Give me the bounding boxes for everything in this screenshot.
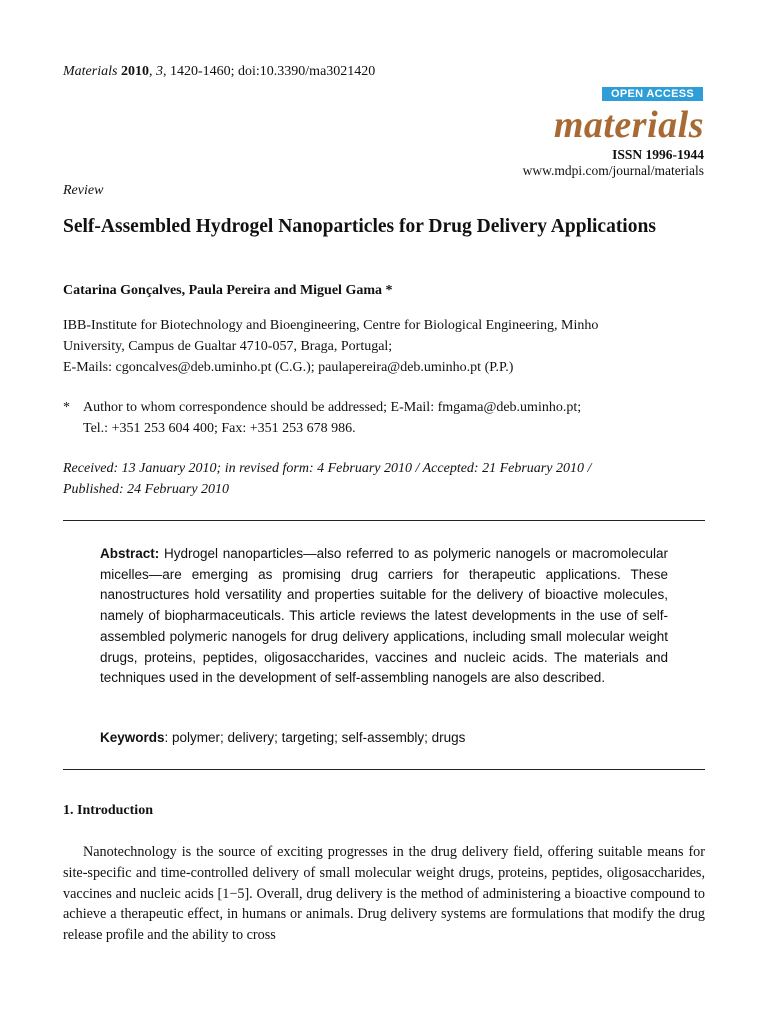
dates-line: Published: 24 February 2010 xyxy=(63,482,230,497)
abstract-label: Abstract: xyxy=(100,546,160,561)
keywords xyxy=(100,730,668,745)
correspondence-contact: Tel.: +351 253 604 400; Fax: +351 253 678 986. xyxy=(83,421,356,436)
affiliation-emails: E-Mails: cgoncalves@deb.uminho.pt (C.G.); paulapereira@deb.uminho.pt (P.P.) xyxy=(63,360,514,375)
author-list: Catarina Gonçalves, Paula Pereira and Miguel Gama * xyxy=(63,283,393,298)
keywords-label: Keywords xyxy=(100,730,165,745)
abstract-text: Hydrogel nanoparticles—also referred to as polymeric nanogels or macromolecular micelles—are emerging as promising drug carriers for therapeutic applications. These nanostructures hold versatility and properties suitable for the delivery of bioactive molecules, namely of biopharmaceuticals. This article reviews the latest developments in the use of self-assembled polymeric nanogels for drug delivery applications, including small molecular weight drugs, proteins, peptides, oligosaccharides, vaccines and nucleic acids. The materials and techniques used in the development of self-assembling nanogels are also described. xyxy=(100,546,668,686)
section-heading: 1. Introduction xyxy=(63,803,153,818)
introduction-paragraph: Nanotechnology is the source of exciting progresses in the drug delivery field, offering suitable means for site-specific and time-controlled delivery of small molecular weight drugs, proteins, peptides, oligosaccharides, vaccines and nucleic acids [1−5]. Overall, drug delivery is the method of administering a bioactive compound to achieve a therapeutic effect, in humans or animals. Drug delivery systems are formulations that modify the drug release profile and the ability to cross xyxy=(63,844,705,944)
journal-url[interactable]: www.mdpi.com/journal/materials xyxy=(522,163,704,178)
citation-line: Materials 2010, 3, 1420-1460; doi:10.3390/ma3021420 xyxy=(63,64,376,79)
correspondence-line: Author to whom correspondence should be addressed; E-Mail: fmgama@deb.uminho.pt; xyxy=(83,400,582,415)
abstract xyxy=(100,544,668,689)
divider xyxy=(63,769,705,770)
article-title: Self-Assembled Hydrogel Nanoparticles for Drug Delivery Applications xyxy=(63,216,656,237)
citation-journal: Materials xyxy=(63,64,118,79)
affiliation-line: IBB-Institute for Biotechnology and Bioengineering, Centre for Biological Engineering, Minho xyxy=(63,318,599,333)
divider xyxy=(63,520,705,521)
issn: ISSN 1996-1944 xyxy=(612,147,704,162)
citation-pages-doi: , 1420-1460; doi:10.3390/ma3021420 xyxy=(162,64,376,79)
affiliation-line: University, Campus de Gualtar 4710-057, Braga, Portugal; xyxy=(63,339,393,354)
journal-logo: materials xyxy=(553,104,704,146)
keywords-text: : polymer; delivery; targeting; self-assembly; drugs xyxy=(164,730,466,745)
article-type: Review xyxy=(63,183,104,198)
citation-year: 2010 xyxy=(120,64,149,79)
open-access-badge: OPEN ACCESS xyxy=(602,87,703,101)
dates-line: Received: 13 January 2010; in revised form: 4 February 2010 / Accepted: 21 February 2010 / xyxy=(63,461,592,476)
correspondence-marker: * xyxy=(63,400,70,415)
citation-volume: 3 xyxy=(155,64,163,79)
